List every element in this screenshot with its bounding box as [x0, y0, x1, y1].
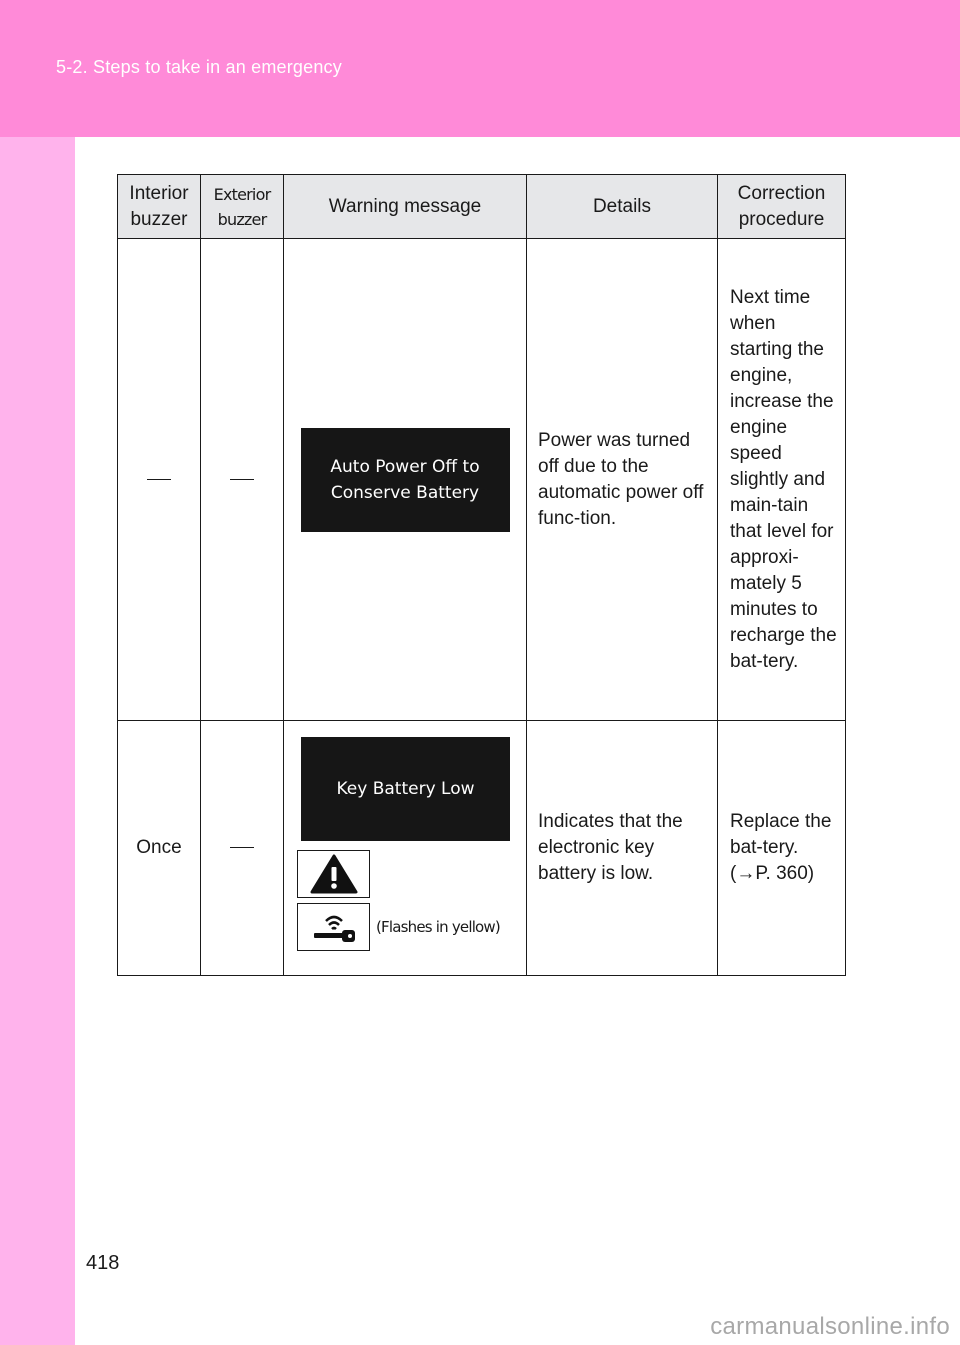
- col-header-interior-buzzer: Interior buzzer: [118, 175, 201, 239]
- section-title: 5-2. Steps to take in an emergency: [56, 57, 342, 77]
- key-battery-icon: [297, 903, 370, 951]
- page-number: 418: [86, 1252, 120, 1274]
- correction-cell: Next time when starting the engine, increase the engine speed slightly and main-tain that level for approxi-mately 5 minutes to recharge the bat-tery.: [718, 239, 846, 721]
- col-header-warning-message: Warning message: [284, 175, 527, 239]
- indicator-row: [297, 903, 525, 951]
- dash-mark: [147, 479, 171, 480]
- indicator-row: [297, 850, 525, 898]
- table-row: [118, 721, 846, 976]
- dash-mark: [230, 847, 254, 848]
- exterior-buzzer-cell: [201, 239, 284, 721]
- indicator-note: (Flashes in yellow): [376, 917, 500, 936]
- col-header-correction: Correction procedure: [718, 175, 846, 239]
- warning-triangle-icon: [297, 850, 370, 898]
- dash-mark: [230, 479, 254, 480]
- details-cell: Power was turned off due to the automatic power off func-tion.: [527, 239, 718, 721]
- warning-message-cell: [284, 239, 527, 721]
- warning-table: [117, 174, 846, 976]
- interior-buzzer-cell: Once: [118, 721, 201, 976]
- table-row: [118, 239, 846, 721]
- correction-cell: Replace the bat-tery. (→P. 360): [718, 721, 846, 976]
- warning-message-display: Auto Power Off to Conserve Battery: [301, 428, 510, 532]
- table-header-row: [118, 175, 846, 239]
- interior-buzzer-cell: [118, 239, 201, 721]
- exterior-buzzer-cell: [201, 721, 284, 976]
- watermark: carmanualsonline.info: [710, 1313, 950, 1340]
- details-cell: Indicates that the electronic key battery is low.: [527, 721, 718, 976]
- col-header-exterior-buzzer: Exterior buzzer: [201, 175, 284, 239]
- col-header-details: Details: [527, 175, 718, 239]
- warning-message-display: Key Battery Low: [301, 737, 510, 841]
- warning-message-cell: [284, 721, 527, 976]
- side-band: [0, 137, 75, 1345]
